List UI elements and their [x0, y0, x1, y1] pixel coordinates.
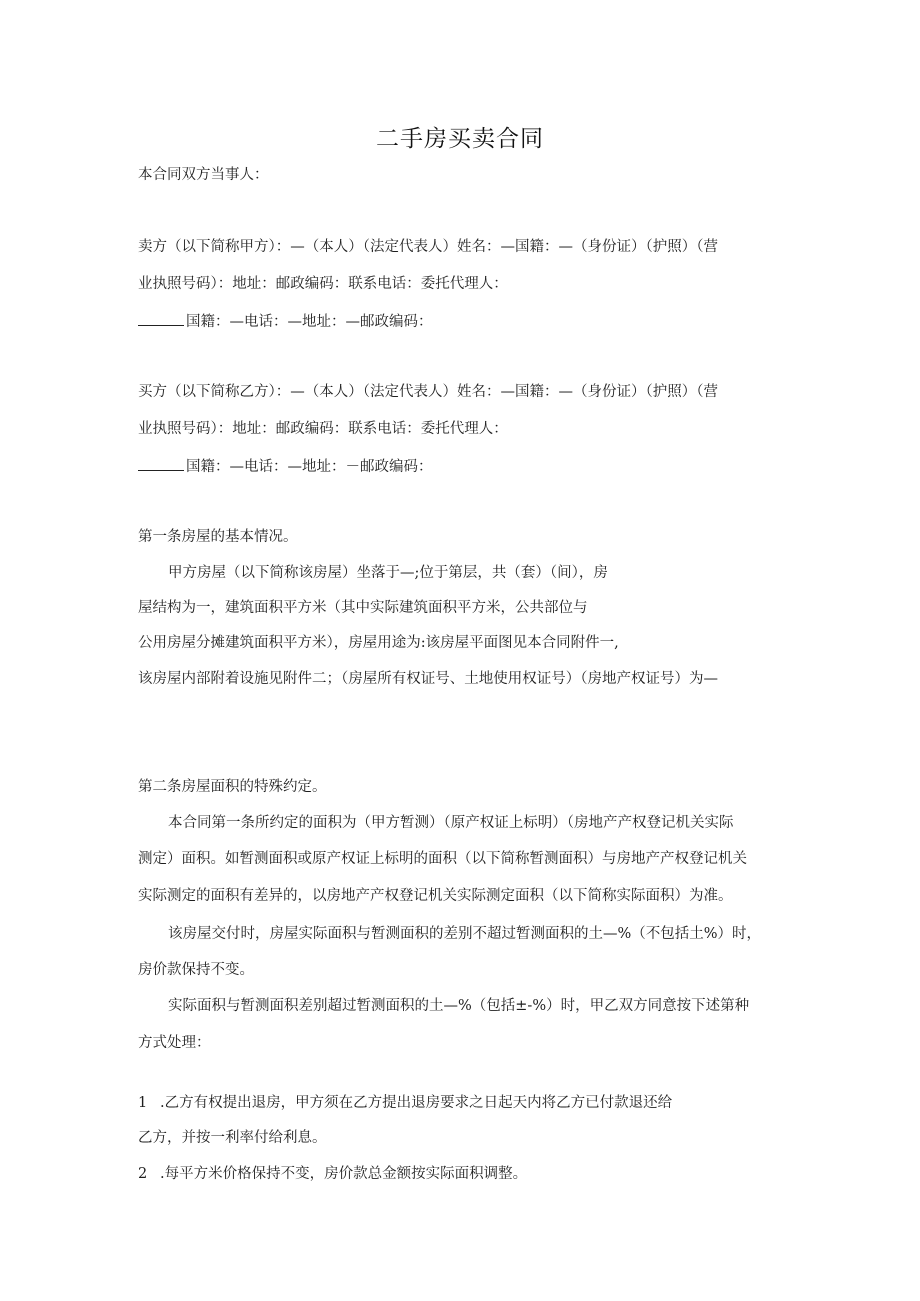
list-item-1-text: .乙方有权提出退房，甲方须在乙方提出退房要求之日起天内将乙方已付款退还给 [160, 1095, 673, 1111]
article-2-p1-line-3: 实际测定的面积有差异的，以房地产产权登记机关实际测定面积（以下简称实际面积）为准。 [138, 888, 733, 904]
fill-in-blank [138, 311, 184, 326]
article-2-p1-line-2: 测定）面积。如暂测面积或原产权证上标明的面积（以下简称暂测面积）与房地产产权登记机关 [138, 851, 747, 867]
list-item-1-continuation: 乙方，并按一利率付给利息。 [138, 1130, 327, 1146]
seller-line-2: 业执照号码）：地址：邮政编码：联系电话：委托代理人： [138, 276, 508, 292]
buyer-line-3 [138, 456, 433, 477]
article-1-heading: 第一条房屋的基本情况。 [138, 529, 298, 545]
article-2-p2-line-1: 该房屋交付时，房屋实际面积与暂测面积的差别不超过暂测面积的土—%（不包括土%）时， [168, 926, 762, 942]
buyer-line-1: 买方（以下简称乙方）：—（本人）（法定代表人）姓名：—国籍：—（身份证）（护照）（营 [138, 384, 718, 400]
fill-in-blank [138, 456, 184, 471]
seller-line-3 [138, 311, 433, 332]
list-item-1-number: 1 [138, 1095, 148, 1111]
seller-line-3-text: 国籍：—电话：—地址：—邮政编码： [186, 314, 433, 330]
buyer-line-2: 业执照号码）：地址：邮政编码：联系电话：委托代理人： [138, 421, 508, 437]
article-2-p1-line-1: 本合同第一条所约定的面积为（甲方暂测）（原产权证上标明）（房地产产权登记机关实际 [168, 815, 734, 831]
contract-title: 二手房买卖合同 [376, 126, 544, 152]
intro-text: 本合同双方当事人： [138, 167, 269, 183]
article-2-p2-line-2: 房价款保持不变。 [138, 962, 254, 978]
article-1-line-1: 甲方房屋（以下简称该房屋）坐落于—;位于第层，共（套）（间），房 [168, 565, 608, 581]
article-1-line-3: 公用房屋分摊建筑面积平方米），房屋用途为:该房屋平面图见本合同附件一, [138, 635, 619, 651]
article-1-line-4: 该房屋内部附着设施见附件二；（房屋所有权证号、土地使用权证号）（房地产权证号）为— [138, 671, 718, 687]
list-item-1 [138, 1093, 672, 1113]
list-item-2 [138, 1164, 527, 1184]
article-2-heading: 第二条房屋面积的特殊约定。 [138, 779, 327, 795]
article-1-line-2: 屋结构为一，建筑面积平方米（其中实际建筑面积平方米，公共部位与 [138, 600, 588, 616]
article-2-p3-line-2: 方式处理： [138, 1035, 211, 1051]
list-item-2-text: .每平方米价格保持不变，房价款总金额按实际面积调整。 [160, 1166, 528, 1182]
seller-line-1: 卖方（以下简称甲方）：—（本人）（法定代表人）姓名：—国籍：—（身份证）（护照）（营 [138, 239, 718, 255]
buyer-line-3-text: 国籍：—电话：—地址：－邮政编码： [186, 459, 433, 475]
article-2-p3-line-1: 实际面积与暂测面积差别超过暂测面积的土—%（包括±-%）时，甲乙双方同意按下述第种 [168, 998, 750, 1014]
list-item-2-number: 2 [138, 1166, 148, 1182]
